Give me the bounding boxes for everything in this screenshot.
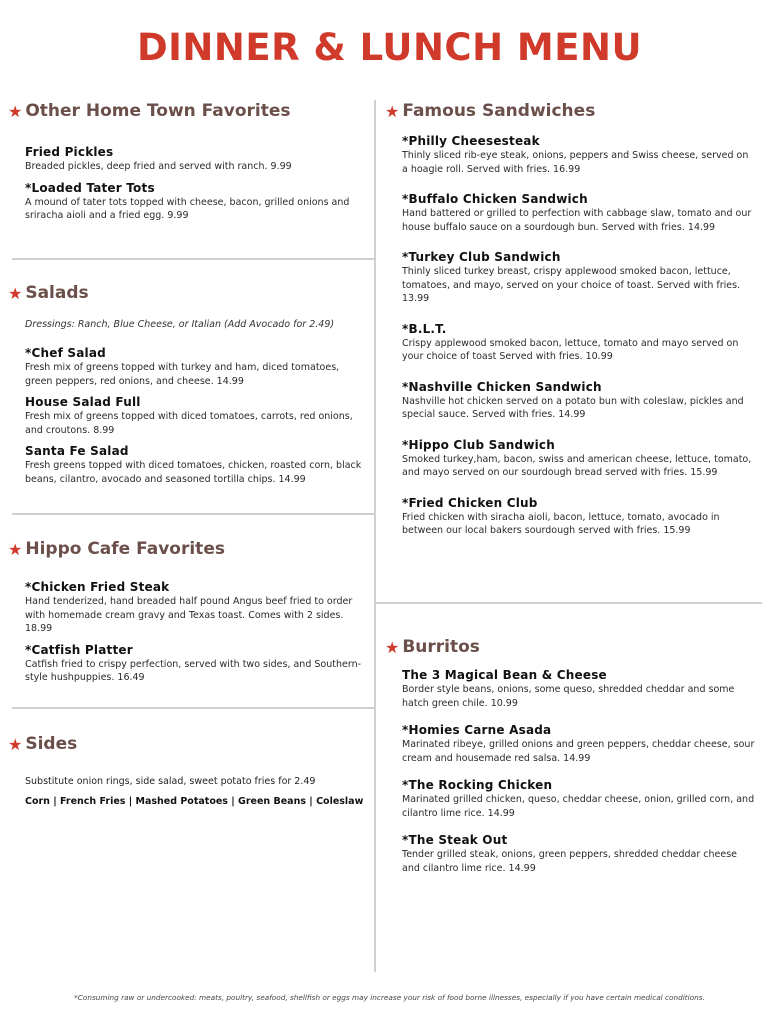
section-title: Sides	[25, 734, 78, 754]
sides-list: Corn | French Fries | Mashed Potatoes | Green Beans | Coleslaw	[25, 796, 364, 807]
item-name: *Hippo Club Sandwich	[402, 437, 555, 452]
section-heading	[8, 283, 363, 303]
item-description: Hand battered or grilled to perfection with cabbage slaw, tomato and our house buffalo sauce on a sourdough bun. Served with fries. 14.99	[402, 208, 752, 233]
item-name: *Philly Cheesesteak	[402, 134, 540, 148]
section-favorites	[8, 101, 363, 230]
item-name: House Salad Full	[25, 395, 141, 409]
menu-item	[25, 346, 363, 388]
section-hippo-favorites	[8, 539, 363, 692]
section-title: Burritos	[402, 637, 480, 657]
item-description: Marinated grilled chicken, queso, cheddar cheese, onion, grilled corn, and cilantro lime rice. 14.99	[402, 794, 755, 819]
menu-item	[402, 380, 757, 422]
item-description: A mound of tater tots topped with cheese, bacon, grilled onions and sriracha aioli and a fried egg. 9.99	[25, 196, 350, 221]
menu-item	[402, 192, 757, 234]
menu-item	[25, 395, 363, 437]
item-name: *Catfish Platter	[25, 642, 133, 657]
star-icon: ★	[385, 101, 400, 121]
item-name: *Buffalo Chicken Sandwich	[402, 192, 588, 206]
menu-item	[25, 444, 363, 486]
menu-item	[402, 496, 757, 538]
menu-item	[25, 643, 363, 685]
food-safety-disclaimer: *Consuming raw or undercooked: meats, poultry, seafood, shellfish or eggs may increase your risk of food borne illnesses, especially if you have certain medical conditions.	[74, 993, 705, 1002]
menu-item	[25, 181, 363, 223]
section-heading	[8, 101, 363, 121]
item-name: *Nashville Chicken Sandwich	[402, 379, 602, 394]
item-description: Nashville hot chicken served on a potato bun with coleslaw, pickles and special sauce. Served with fries. 14.99	[402, 395, 744, 420]
item-name: The 3 Magical Bean & Cheese	[402, 668, 607, 682]
section-title: Salads	[25, 283, 89, 303]
star-icon: ★	[8, 101, 23, 121]
menu-item	[402, 833, 757, 875]
item-description: Fresh mix of greens topped with diced tomatoes, carrots, red onions, and croutons. 8.99	[25, 411, 353, 436]
section-divider	[376, 602, 762, 604]
item-description: Catfish fried to crispy perfection, served with two sides, and Southern-style hushpuppies. 16.49	[25, 658, 362, 683]
item-description: Hand tenderized, hand breaded half pound Angus beef fried to order with homemade cream gravy and Texas toast. Comes with 2 sides. 18.99	[25, 596, 353, 634]
item-name: *Chicken Fried Steak	[25, 580, 170, 594]
star-icon: ★	[385, 637, 400, 657]
item-description: Smoked turkey,ham, bacon, swiss and american cheese, lettuce, tomato, and mayo served on our sourdough bread served with fries. 15.99	[402, 453, 752, 478]
item-name: *Chef Salad	[25, 346, 106, 360]
menu-item	[402, 723, 757, 765]
section-burritos	[385, 637, 757, 888]
menu-item	[402, 322, 757, 364]
menu-item	[25, 145, 363, 174]
section-title: Other Home Town Favorites	[25, 101, 291, 121]
page-title: DINNER & LUNCH MENU	[136, 26, 643, 69]
item-name: *The Rocking Chicken	[402, 778, 553, 792]
section-title: Hippo Cafe Favorites	[25, 539, 225, 559]
section-sides	[8, 734, 368, 807]
menu-item	[25, 580, 363, 636]
section-title: Famous Sandwiches	[402, 101, 596, 121]
item-name: *Fried Chicken Club	[402, 495, 538, 510]
item-name: *B.L.T.	[402, 321, 447, 336]
section-divider	[12, 513, 374, 515]
item-description: Fresh greens topped with diced tomatoes, chicken, roasted corn, black beans, cilantro, avocado and seasoned tortilla chips. 14.99	[25, 460, 362, 485]
sides-substitute-note: Substitute onion rings, side salad, sweet potato fries for 2.49	[25, 776, 316, 787]
menu-item	[402, 668, 757, 710]
item-description: Fried chicken with siracha aioli, bacon, lettuce, tomato, avocado in between our local bakers sourdough served with fries. 15.99	[402, 511, 720, 536]
menu-item	[402, 778, 757, 820]
section-heading	[385, 637, 757, 657]
menu-item	[402, 134, 757, 176]
item-name: *Homies Carne Asada	[402, 723, 552, 737]
item-name: Fried Pickles	[25, 145, 114, 159]
menu-item	[402, 250, 757, 306]
item-name: Santa Fe Salad	[25, 444, 129, 458]
item-description: Fresh mix of greens topped with turkey and ham, diced tomatoes, green peppers, red onions, and cheese. 14.99	[25, 362, 340, 387]
section-salads	[8, 283, 363, 493]
item-description: Thinly sliced turkey breast, crispy applewood smoked bacon, lettuce, tomatoes, and mayo, served on your choice of toast. Served with fries. 13.99	[402, 266, 741, 304]
star-icon: ★	[8, 734, 23, 754]
column-divider	[374, 100, 376, 972]
section-heading	[8, 734, 368, 754]
item-name: *The Steak Out	[402, 833, 508, 847]
section-heading	[385, 101, 757, 121]
item-description: Breaded pickles, deep fried and served with ranch. 9.99	[25, 161, 292, 172]
item-name: *Turkey Club Sandwich	[402, 250, 561, 264]
item-description: Thinly sliced rib-eye steak, onions, peppers and Swiss cheese, served on a hoagie roll. Served with fries. 16.99	[402, 150, 749, 175]
item-description: Crispy applewood smoked bacon, lettuce, tomato and mayo served on your choice of toast Served with fries. 10.99	[402, 337, 739, 362]
star-icon: ★	[8, 539, 23, 559]
item-description: Marinated ribeye, grilled onions and green peppers, cheddar cheese, sour cream and housemade red salsa. 14.99	[402, 739, 755, 764]
star-icon: ★	[8, 283, 23, 303]
item-name: *Loaded Tater Tots	[25, 180, 155, 195]
item-description: Tender grilled steak, onions, green peppers, shredded cheddar cheese and cilantro lime rice. 14.99	[402, 849, 738, 874]
section-divider	[12, 707, 374, 709]
dressings-note: Dressings: Ranch, Blue Cheese, or Italian (Add Avocado for 2.49)	[25, 319, 335, 330]
section-sandwiches	[385, 101, 757, 554]
section-divider	[12, 258, 374, 260]
item-description: Border style beans, onions, some queso, shredded cheddar and some hatch green chile. 10.99	[402, 684, 735, 709]
menu-item	[402, 438, 757, 480]
section-heading	[8, 539, 363, 559]
